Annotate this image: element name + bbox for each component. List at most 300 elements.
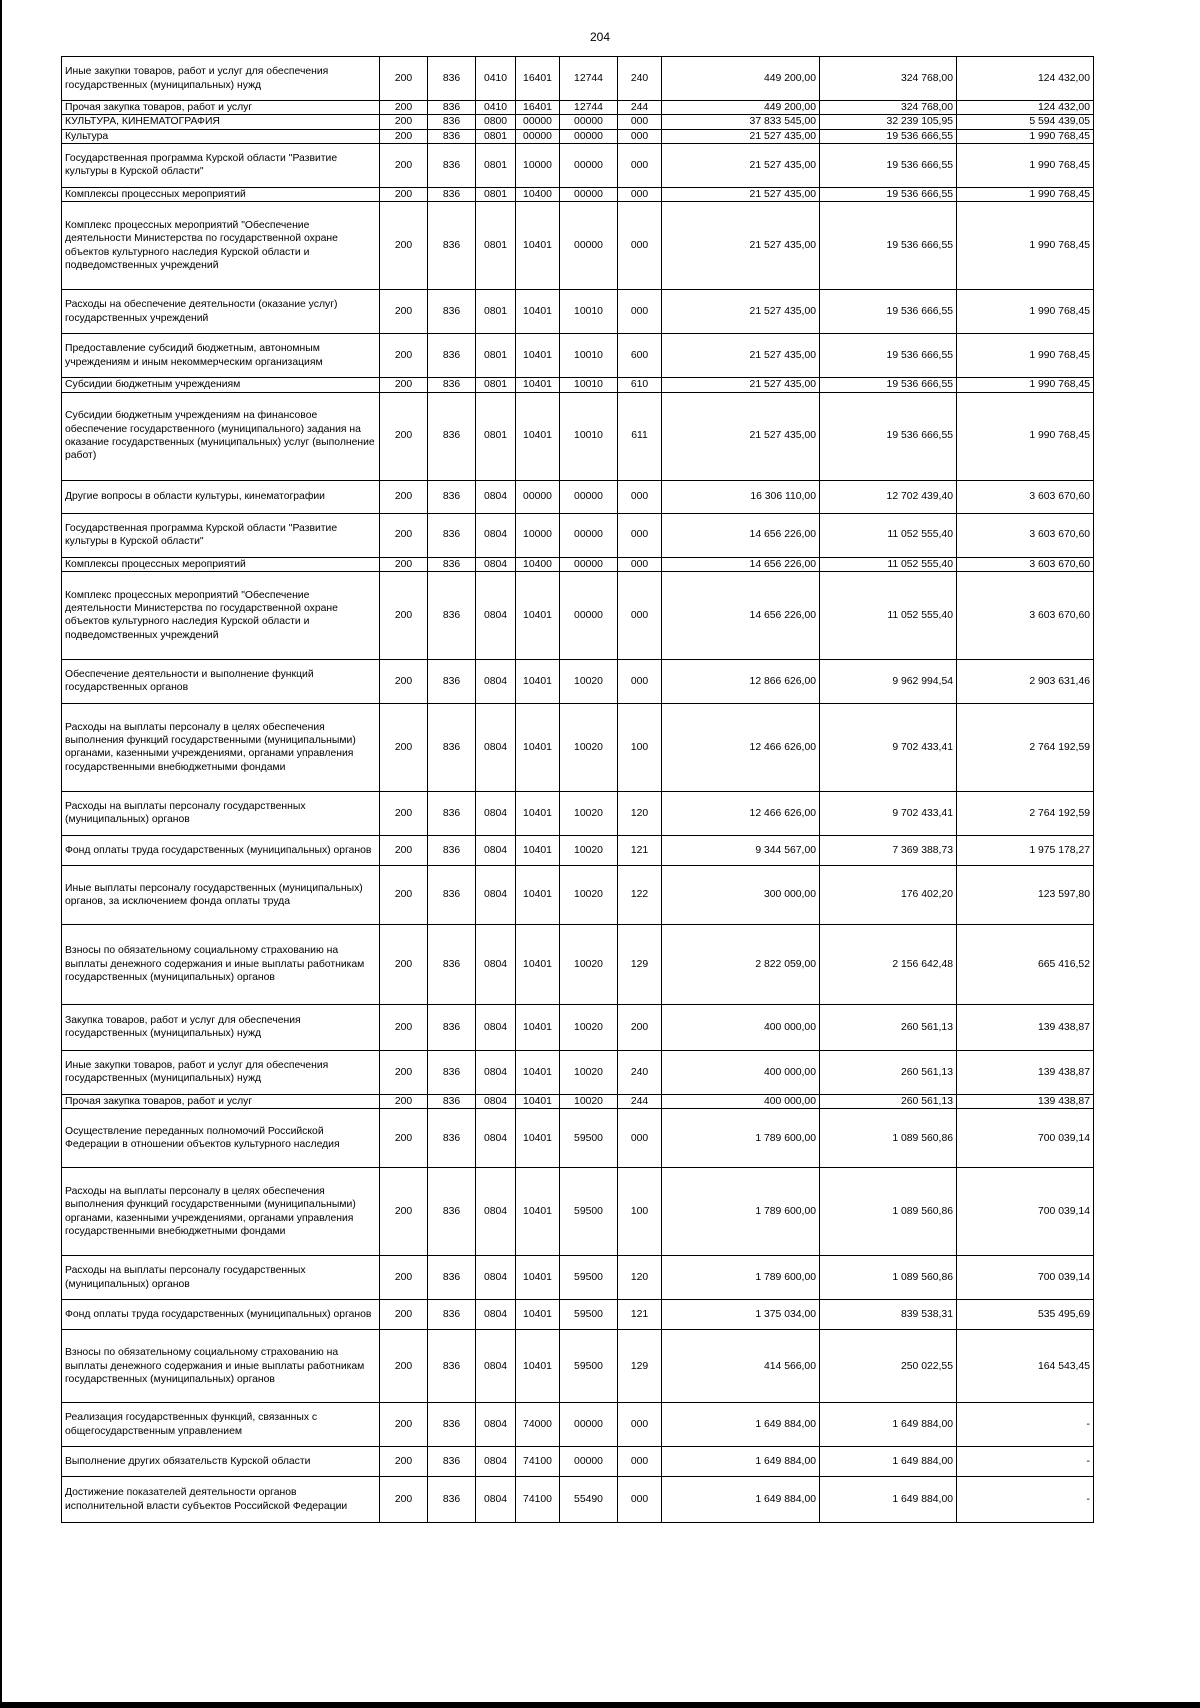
table-row (62, 1403, 1094, 1447)
code-expense-type: 100 (618, 703, 662, 791)
code-admin: 200 (380, 1300, 428, 1330)
code-direction: 10010 (560, 290, 618, 334)
code-section: 0804 (476, 1109, 516, 1168)
code-direction: 10010 (560, 334, 618, 378)
code-section: 0804 (476, 1477, 516, 1523)
amount-executed: 176 402,20 (820, 865, 957, 924)
code-direction: 55490 (560, 1477, 618, 1523)
row-name: Прочая закупка товаров, работ и услуг (62, 1094, 380, 1108)
amount-remaining: 700 039,14 (957, 1168, 1094, 1256)
code-admin: 200 (380, 835, 428, 865)
code-admin: 200 (380, 1168, 428, 1256)
amount-remaining: 700 039,14 (957, 1256, 1094, 1300)
row-name: Культура (62, 129, 380, 143)
amount-planned: 21 527 435,00 (662, 202, 820, 290)
code-expense-type: 000 (618, 1403, 662, 1447)
code-program: 10401 (516, 659, 560, 703)
code-section: 0804 (476, 1330, 516, 1403)
code-ministry: 836 (428, 703, 476, 791)
code-direction: 00000 (560, 187, 618, 201)
amount-planned: 14 656 226,00 (662, 557, 820, 571)
row-name: Государственная программа Курской области "Развитие культуры в Курской области" (62, 143, 380, 187)
code-admin: 200 (380, 115, 428, 129)
code-ministry: 836 (428, 1094, 476, 1108)
table-row (62, 1050, 1094, 1094)
code-ministry: 836 (428, 129, 476, 143)
code-direction: 00000 (560, 480, 618, 513)
row-name: Расходы на обеспечение деятельности (оказание услуг) государственных учреждений (62, 290, 380, 334)
code-section: 0801 (476, 378, 516, 392)
code-direction: 10020 (560, 865, 618, 924)
code-admin: 200 (380, 703, 428, 791)
row-name: Комплексы процессных мероприятий (62, 557, 380, 571)
table-row (62, 1094, 1094, 1108)
code-ministry: 836 (428, 1168, 476, 1256)
row-name: Обеспечение деятельности и выполнение функций государственных органов (62, 659, 380, 703)
table-row (62, 1168, 1094, 1256)
code-expense-type: 100 (618, 1168, 662, 1256)
table-row (62, 557, 1094, 571)
code-section: 0804 (476, 835, 516, 865)
code-program: 00000 (516, 480, 560, 513)
table-row (62, 57, 1094, 101)
code-section: 0804 (476, 659, 516, 703)
amount-executed: 250 022,55 (820, 1330, 957, 1403)
code-direction: 10020 (560, 1094, 618, 1108)
amount-planned: 16 306 110,00 (662, 480, 820, 513)
table-row (62, 129, 1094, 143)
code-program: 10401 (516, 334, 560, 378)
code-direction: 59500 (560, 1168, 618, 1256)
code-admin: 200 (380, 392, 428, 480)
code-admin: 200 (380, 557, 428, 571)
code-admin: 200 (380, 378, 428, 392)
amount-executed: 32 239 105,95 (820, 115, 957, 129)
code-section: 0410 (476, 101, 516, 115)
code-direction: 10020 (560, 924, 618, 1004)
amount-executed: 19 536 666,55 (820, 392, 957, 480)
table-row (62, 1256, 1094, 1300)
table-row (62, 334, 1094, 378)
code-section: 0804 (476, 1300, 516, 1330)
code-expense-type: 000 (618, 1477, 662, 1523)
code-direction: 59500 (560, 1256, 618, 1300)
code-expense-type: 611 (618, 392, 662, 480)
code-section: 0801 (476, 290, 516, 334)
amount-remaining: 123 597,80 (957, 865, 1094, 924)
row-name: Иные закупки товаров, работ и услуг для обеспечения государственных (муниципальных) нужд (62, 1050, 380, 1094)
code-program: 10401 (516, 571, 560, 659)
amount-executed: 9 962 994,54 (820, 659, 957, 703)
code-program: 10401 (516, 202, 560, 290)
code-admin: 200 (380, 1109, 428, 1168)
row-name: Реализация государственных функций, связанных с общегосударственным управлением (62, 1403, 380, 1447)
row-name: Достижение показателей деятельности органов исполнительной власти субъектов Российской Федерации (62, 1477, 380, 1523)
amount-remaining: 665 416,52 (957, 924, 1094, 1004)
table-row (62, 143, 1094, 187)
amount-planned: 21 527 435,00 (662, 143, 820, 187)
code-program: 10401 (516, 835, 560, 865)
row-name: Фонд оплаты труда государственных (муниципальных) органов (62, 835, 380, 865)
budget-table (61, 56, 1094, 1523)
code-ministry: 836 (428, 1477, 476, 1523)
code-ministry: 836 (428, 115, 476, 129)
amount-executed: 839 538,31 (820, 1300, 957, 1330)
code-ministry: 836 (428, 378, 476, 392)
code-ministry: 836 (428, 659, 476, 703)
code-ministry: 836 (428, 924, 476, 1004)
code-direction: 00000 (560, 557, 618, 571)
code-ministry: 836 (428, 480, 476, 513)
code-program: 10401 (516, 392, 560, 480)
code-ministry: 836 (428, 392, 476, 480)
code-admin: 200 (380, 57, 428, 101)
amount-remaining: 1 990 768,45 (957, 290, 1094, 334)
row-name: Взносы по обязательному социальному страхованию на выплаты денежного содержания и иные выплаты работникам государственных (муниципальных) органов (62, 924, 380, 1004)
amount-planned: 1 789 600,00 (662, 1168, 820, 1256)
code-program: 10401 (516, 290, 560, 334)
table-row (62, 1004, 1094, 1050)
code-ministry: 836 (428, 101, 476, 115)
code-admin: 200 (380, 143, 428, 187)
code-ministry: 836 (428, 1050, 476, 1094)
code-admin: 200 (380, 1403, 428, 1447)
amount-executed: 11 052 555,40 (820, 571, 957, 659)
amount-planned: 21 527 435,00 (662, 290, 820, 334)
amount-planned: 1 789 600,00 (662, 1256, 820, 1300)
table-row (62, 791, 1094, 835)
amount-planned: 400 000,00 (662, 1094, 820, 1108)
amount-remaining: 1 975 178,27 (957, 835, 1094, 865)
row-name: Субсидии бюджетным учреждениям (62, 378, 380, 392)
code-section: 0410 (476, 57, 516, 101)
row-name: Субсидии бюджетным учреждениям на финансовое обеспечение государственного (муниципального) задания на оказание государственных (муниципальных) услуг (выполнение работ) (62, 392, 380, 480)
code-section: 0804 (476, 865, 516, 924)
row-name: Выполнение других обязательств Курской области (62, 1447, 380, 1477)
code-section: 0800 (476, 115, 516, 129)
amount-remaining: 124 432,00 (957, 101, 1094, 115)
scan-left-edge (0, 0, 2, 1708)
code-expense-type: 000 (618, 513, 662, 557)
code-direction: 00000 (560, 143, 618, 187)
table-row (62, 378, 1094, 392)
code-direction: 59500 (560, 1109, 618, 1168)
code-program: 10401 (516, 791, 560, 835)
amount-remaining: 139 438,87 (957, 1050, 1094, 1094)
amount-planned: 1 789 600,00 (662, 1109, 820, 1168)
code-ministry: 836 (428, 571, 476, 659)
amount-executed: 19 536 666,55 (820, 202, 957, 290)
code-direction: 10020 (560, 659, 618, 703)
amount-planned: 400 000,00 (662, 1050, 820, 1094)
table-row (62, 480, 1094, 513)
code-admin: 200 (380, 334, 428, 378)
code-direction: 00000 (560, 202, 618, 290)
table-row (62, 1300, 1094, 1330)
code-expense-type: 000 (618, 659, 662, 703)
code-program: 74000 (516, 1403, 560, 1447)
code-section: 0804 (476, 513, 516, 557)
amount-executed: 324 768,00 (820, 57, 957, 101)
table-row (62, 571, 1094, 659)
code-admin: 200 (380, 791, 428, 835)
code-ministry: 836 (428, 187, 476, 201)
table-row (62, 703, 1094, 791)
scan-bottom-edge (0, 1702, 1200, 1708)
table-row (62, 924, 1094, 1004)
table-row (62, 659, 1094, 703)
amount-executed: 1 089 560,86 (820, 1168, 957, 1256)
code-admin: 200 (380, 571, 428, 659)
code-program: 00000 (516, 115, 560, 129)
code-direction: 10010 (560, 378, 618, 392)
code-section: 0801 (476, 202, 516, 290)
code-expense-type: 000 (618, 557, 662, 571)
amount-remaining: 2 903 631,46 (957, 659, 1094, 703)
amount-planned: 12 466 626,00 (662, 703, 820, 791)
code-expense-type: 000 (618, 129, 662, 143)
amount-executed: 260 561,13 (820, 1004, 957, 1050)
row-name: Государственная программа Курской области "Развитие культуры в Курской области" (62, 513, 380, 557)
code-ministry: 836 (428, 1330, 476, 1403)
table-row (62, 1477, 1094, 1523)
amount-remaining: 700 039,14 (957, 1109, 1094, 1168)
amount-planned: 1 649 884,00 (662, 1447, 820, 1477)
table-row (62, 865, 1094, 924)
code-ministry: 836 (428, 143, 476, 187)
row-name: Другие вопросы в области культуры, кинематографии (62, 480, 380, 513)
amount-planned: 14 656 226,00 (662, 571, 820, 659)
row-name: Осуществление переданных полномочий Российской Федерации в отношении объектов культурного наследия (62, 1109, 380, 1168)
code-section: 0801 (476, 143, 516, 187)
code-direction: 00000 (560, 1403, 618, 1447)
amount-remaining: 3 603 670,60 (957, 480, 1094, 513)
code-direction: 00000 (560, 1447, 618, 1477)
amount-planned: 414 566,00 (662, 1330, 820, 1403)
amount-remaining: - (957, 1477, 1094, 1523)
table-row (62, 290, 1094, 334)
code-program: 10400 (516, 557, 560, 571)
table-row (62, 1109, 1094, 1168)
amount-planned: 449 200,00 (662, 101, 820, 115)
code-section: 0804 (476, 571, 516, 659)
amount-executed: 19 536 666,55 (820, 334, 957, 378)
table-row (62, 101, 1094, 115)
code-ministry: 836 (428, 290, 476, 334)
code-program: 10401 (516, 1094, 560, 1108)
table-row (62, 1330, 1094, 1403)
amount-planned: 12 466 626,00 (662, 791, 820, 835)
amount-planned: 21 527 435,00 (662, 129, 820, 143)
amount-executed: 11 052 555,40 (820, 557, 957, 571)
code-direction: 10020 (560, 1004, 618, 1050)
code-expense-type: 000 (618, 143, 662, 187)
row-name: Предоставление субсидий бюджетным, автономным учреждениям и иным некоммерческим организациям (62, 334, 380, 378)
code-section: 0804 (476, 924, 516, 1004)
code-program: 10400 (516, 187, 560, 201)
row-name: Иные выплаты персоналу государственных (муниципальных) органов, за исключением фонда оплаты труда (62, 865, 380, 924)
code-ministry: 836 (428, 1256, 476, 1300)
code-ministry: 836 (428, 1004, 476, 1050)
table-row (62, 115, 1094, 129)
code-expense-type: 120 (618, 1256, 662, 1300)
amount-executed: 19 536 666,55 (820, 378, 957, 392)
code-program: 10401 (516, 378, 560, 392)
amount-executed: 19 536 666,55 (820, 290, 957, 334)
code-expense-type: 129 (618, 924, 662, 1004)
amount-remaining: 5 594 439,05 (957, 115, 1094, 129)
amount-planned: 21 527 435,00 (662, 392, 820, 480)
table-row (62, 513, 1094, 557)
amount-remaining: - (957, 1447, 1094, 1477)
code-section: 0804 (476, 1447, 516, 1477)
code-section: 0804 (476, 1403, 516, 1447)
amount-remaining: 2 764 192,59 (957, 703, 1094, 791)
code-program: 74100 (516, 1477, 560, 1523)
code-expense-type: 000 (618, 571, 662, 659)
amount-planned: 21 527 435,00 (662, 334, 820, 378)
amount-executed: 19 536 666,55 (820, 143, 957, 187)
row-name: Расходы на выплаты персоналу в целях обеспечения выполнения функций государственными (муниципальными) органами, казенными учреждениями, органами управления государственными внебюджетными фондами (62, 1168, 380, 1256)
row-name: Комплекс процессных мероприятий "Обеспечение деятельности Министерства по государственной охране объектов культурного наследия Курской области и подведомственных учреждений (62, 571, 380, 659)
code-admin: 200 (380, 101, 428, 115)
code-program: 10401 (516, 1300, 560, 1330)
row-name: Прочая закупка товаров, работ и услуг (62, 101, 380, 115)
code-ministry: 836 (428, 557, 476, 571)
row-name: Расходы на выплаты персоналу государственных (муниципальных) органов (62, 791, 380, 835)
amount-executed: 1 649 884,00 (820, 1403, 957, 1447)
amount-planned: 300 000,00 (662, 865, 820, 924)
code-program: 10401 (516, 1109, 560, 1168)
code-program: 10401 (516, 1330, 560, 1403)
amount-remaining: 1 990 768,45 (957, 378, 1094, 392)
code-admin: 200 (380, 480, 428, 513)
table-row (62, 187, 1094, 201)
amount-executed: 9 702 433,41 (820, 703, 957, 791)
code-admin: 200 (380, 290, 428, 334)
code-program: 10401 (516, 865, 560, 924)
amount-planned: 14 656 226,00 (662, 513, 820, 557)
amount-planned: 12 866 626,00 (662, 659, 820, 703)
code-direction: 00000 (560, 513, 618, 557)
code-direction: 12744 (560, 57, 618, 101)
code-direction: 59500 (560, 1330, 618, 1403)
amount-planned: 1 649 884,00 (662, 1477, 820, 1523)
code-expense-type: 240 (618, 1050, 662, 1094)
amount-planned: 449 200,00 (662, 57, 820, 101)
table-row (62, 1447, 1094, 1477)
code-expense-type: 244 (618, 1094, 662, 1108)
code-ministry: 836 (428, 1300, 476, 1330)
code-section: 0801 (476, 334, 516, 378)
code-section: 0801 (476, 392, 516, 480)
amount-remaining: - (957, 1403, 1094, 1447)
code-admin: 200 (380, 513, 428, 557)
table-row (62, 392, 1094, 480)
amount-planned: 2 822 059,00 (662, 924, 820, 1004)
code-expense-type: 129 (618, 1330, 662, 1403)
code-direction: 10020 (560, 1050, 618, 1094)
row-name: Комплекс процессных мероприятий "Обеспечение деятельности Министерства по государственной охране объектов культурного наследия Курской области и подведомственных учреждений (62, 202, 380, 290)
amount-remaining: 2 764 192,59 (957, 791, 1094, 835)
code-program: 16401 (516, 57, 560, 101)
code-expense-type: 000 (618, 202, 662, 290)
code-expense-type: 200 (618, 1004, 662, 1050)
row-name: Комплексы процессных мероприятий (62, 187, 380, 201)
amount-executed: 12 702 439,40 (820, 480, 957, 513)
code-expense-type: 121 (618, 835, 662, 865)
code-ministry: 836 (428, 1403, 476, 1447)
code-ministry: 836 (428, 513, 476, 557)
code-expense-type: 610 (618, 378, 662, 392)
code-direction: 00000 (560, 115, 618, 129)
code-program: 74100 (516, 1447, 560, 1477)
code-admin: 200 (380, 1477, 428, 1523)
amount-remaining: 1 990 768,45 (957, 143, 1094, 187)
code-ministry: 836 (428, 865, 476, 924)
table-row (62, 202, 1094, 290)
code-ministry: 836 (428, 791, 476, 835)
amount-executed: 2 156 642,48 (820, 924, 957, 1004)
code-expense-type: 000 (618, 115, 662, 129)
amount-planned: 9 344 567,00 (662, 835, 820, 865)
code-section: 0804 (476, 557, 516, 571)
amount-executed: 7 369 388,73 (820, 835, 957, 865)
amount-remaining: 1 990 768,45 (957, 129, 1094, 143)
code-section: 0804 (476, 1004, 516, 1050)
code-section: 0804 (476, 480, 516, 513)
code-admin: 200 (380, 659, 428, 703)
amount-remaining: 535 495,69 (957, 1300, 1094, 1330)
row-name: Фонд оплаты труда государственных (муниципальных) органов (62, 1300, 380, 1330)
code-section: 0804 (476, 1050, 516, 1094)
amount-remaining: 1 990 768,45 (957, 202, 1094, 290)
amount-executed: 260 561,13 (820, 1094, 957, 1108)
amount-executed: 324 768,00 (820, 101, 957, 115)
code-direction: 00000 (560, 129, 618, 143)
code-admin: 200 (380, 1330, 428, 1403)
code-program: 16401 (516, 101, 560, 115)
amount-executed: 260 561,13 (820, 1050, 957, 1094)
amount-remaining: 124 432,00 (957, 57, 1094, 101)
code-ministry: 836 (428, 334, 476, 378)
amount-planned: 400 000,00 (662, 1004, 820, 1050)
code-expense-type: 000 (618, 187, 662, 201)
code-direction: 10010 (560, 392, 618, 480)
row-name: Расходы на выплаты персоналу в целях обеспечения выполнения функций государственными (муниципальными) органами, казенными учреждениями, органами управления государственными внебюджетными фондами (62, 703, 380, 791)
amount-remaining: 3 603 670,60 (957, 557, 1094, 571)
code-expense-type: 120 (618, 791, 662, 835)
row-name: Иные закупки товаров, работ и услуг для обеспечения государственных (муниципальных) нужд (62, 57, 380, 101)
row-name: КУЛЬТУРА, КИНЕМАТОГРАФИЯ (62, 115, 380, 129)
code-program: 10401 (516, 1256, 560, 1300)
code-direction: 12744 (560, 101, 618, 115)
amount-planned: 1 649 884,00 (662, 1403, 820, 1447)
code-program: 00000 (516, 129, 560, 143)
code-ministry: 836 (428, 835, 476, 865)
code-admin: 200 (380, 1004, 428, 1050)
amount-remaining: 1 990 768,45 (957, 392, 1094, 480)
row-name: Взносы по обязательному социальному страхованию на выплаты денежного содержания и иные выплаты работникам государственных (муниципальных) органов (62, 1330, 380, 1403)
table-body (62, 57, 1094, 1523)
code-admin: 200 (380, 1094, 428, 1108)
amount-executed: 1 649 884,00 (820, 1447, 957, 1477)
code-expense-type: 121 (618, 1300, 662, 1330)
code-ministry: 836 (428, 1447, 476, 1477)
amount-remaining: 139 438,87 (957, 1094, 1094, 1108)
code-program: 10401 (516, 1004, 560, 1050)
code-section: 0804 (476, 1168, 516, 1256)
